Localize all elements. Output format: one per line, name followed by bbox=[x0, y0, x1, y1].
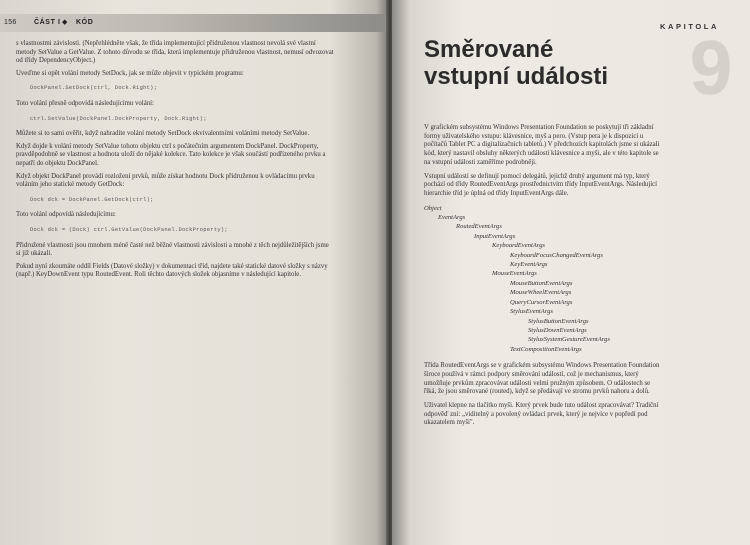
paragraph: Uveďme si opět volání metody SetDock, jak se může objevit v typickém programu: bbox=[16, 69, 244, 77]
hierarchy-item: StylusDownEventArgs bbox=[528, 326, 587, 334]
hierarchy-item: EventArgs bbox=[438, 214, 466, 222]
hierarchy-item: MouseWheelEventArgs bbox=[510, 289, 572, 297]
hierarchy-item: RoutedEventArgs bbox=[456, 223, 502, 231]
hierarchy-item: KeyboardEventArgs bbox=[492, 242, 545, 250]
code-listing: ctrl.SetValue(DockPanel.DockProperty, Dock.Right); bbox=[30, 115, 207, 122]
paragraph: Toto volání přesně odpovídá následujícímu volání: bbox=[16, 99, 154, 107]
chapter-label: KAPITOLA bbox=[660, 22, 719, 31]
paragraph: Vstupní události se definují pomocí delegátů, jejichž druhý argument má typ, který pochází od třídy RoutedEventArgs prostřednictvím třídy InputEventArgs. Následující hierarchie tříd je úplná od třídy InputEventArgs dále. bbox=[424, 172, 658, 197]
paragraph: Když objekt DockPanel provádí rozložení prvků, může získat hodnotu Dock přidruženou k ovládacímu prvku voláním jeho statické metody GetDock: bbox=[16, 172, 315, 189]
class-hierarchy bbox=[424, 204, 660, 355]
chapter-title-line: Směrované bbox=[424, 36, 554, 63]
code-listing: Dock dck = (Dock) ctrl.GetValue(DockPanel.DockProperty); bbox=[30, 226, 228, 233]
paragraph: Když dojde k volání metody SetValue tohoto objektu ctrl s počátečním argumentem DockPanel. DockProperty, pravděpodobně se vlastnost a hodnota uloží do nějaké kolekce. Tato kolekce je však součástí podřízeného prvku a nepatří do objektu DockPanel. bbox=[16, 142, 326, 167]
hierarchy-item: QueryCursorEventArgs bbox=[510, 298, 573, 306]
hierarchy-item: MouseEventArgs bbox=[492, 270, 537, 278]
paragraph: Uživatel klepne na tlačítko myši. Který prvek bude tuto událost zpracovávat? Tradiční odpověď zní: „viditelný a povolený ovládací prvek, který je nejvíce v popředí pod ukazatelem myši". bbox=[424, 401, 659, 427]
chapter-number: 9 bbox=[689, 26, 733, 111]
hierarchy-item: InputEventArgs bbox=[474, 232, 516, 240]
paragraph: s vlastnostmi závislosti. (Nepřehlédněte však, že třída implementující přidruženou vlastnost nevolá své vlastní metody SetValue a GetValue. Z tohoto důvodu se třída, která implementuje přidruženou vlastnost, nemusí odvozovat od třídy DependencyObject.) bbox=[16, 40, 334, 65]
code-listing: DockPanel.SetDock(ctrl, Dock.Right); bbox=[30, 85, 158, 92]
hierarchy-item: StylusEventArgs bbox=[510, 308, 553, 316]
paragraph: V grafickém subsystému Windows Presentation Foundation se poskytují tři základní formy uživatelského vstupu: klávesnice, myš a pero. (Vstup pera je k dispozici u počítačů Tablet PC a digitalizačních tabletů.) V předchozích kapitolách jsme si ukázali kód, který nastavil obsluhy některých událostí klávesnice a myši, ale v této kapitole se na vstupní události zaměříme podrobněji. bbox=[424, 124, 660, 166]
paragraph: Přidružené vlastnosti jsou mnohem méně časté než běžné vlastnosti závislosti a mnohé z těch nejdůležitějších jsme si již ukázali. bbox=[16, 241, 329, 258]
hierarchy-item: Object bbox=[424, 204, 442, 212]
left-body-text bbox=[16, 40, 334, 284]
paragraph: Můžete si to sami ověřit, když nahradíte volání metody SetDock ekvivalentními voláními metody SetValue. bbox=[16, 130, 310, 138]
page-number: 156 bbox=[4, 19, 17, 26]
chapter-title-line: vstupní události bbox=[424, 63, 609, 90]
hierarchy-item: KeyboardFocusChangedEventArgs bbox=[510, 251, 603, 259]
running-header bbox=[0, 14, 388, 32]
section-label: KÓD bbox=[76, 19, 94, 26]
code-listing: Dock dck = DockPanel.GetDock(ctrl); bbox=[30, 196, 154, 203]
paragraph: Třída RoutedEventArgs se v grafickém subsystému Windows Presentation Foundation široce používá v rámci podpory směrování událostí, což je mechanismus, který umožňuje prvkům zpracovávat události velmi pružným způsobem. O událostech se říká, že jsou směrované (routed), když se předávají ve stromu prvků nahoru a dolů. bbox=[424, 362, 660, 396]
right-page bbox=[392, 0, 750, 545]
hierarchy-item: StylusButtonEventArgs bbox=[528, 317, 589, 325]
hierarchy-item: TextCompositionEventArgs bbox=[510, 345, 582, 353]
hierarchy-item: MouseButtonEventArgs bbox=[510, 279, 573, 287]
hierarchy-item: StylusSystemGestureEventArgs bbox=[528, 336, 610, 344]
right-body-text bbox=[424, 124, 660, 433]
part-label: ČÁST I bbox=[34, 19, 61, 26]
hierarchy-item: KeyEventArgs bbox=[510, 261, 548, 269]
chapter-title bbox=[424, 36, 674, 90]
diamond-separator-icon: ◆ bbox=[62, 19, 68, 26]
paragraph: Pokud nyní zkoumáte oddíl Fields (Datové složky) v dokumentaci tříd, najdete také statické datové složky s názvy (např.) KeyDownEvent typu RoutedEvent. Roli těchto datových složek objasníme v následující kapitole. bbox=[16, 262, 328, 279]
paragraph: Toto volání odpovídá následujícímu: bbox=[16, 211, 116, 219]
